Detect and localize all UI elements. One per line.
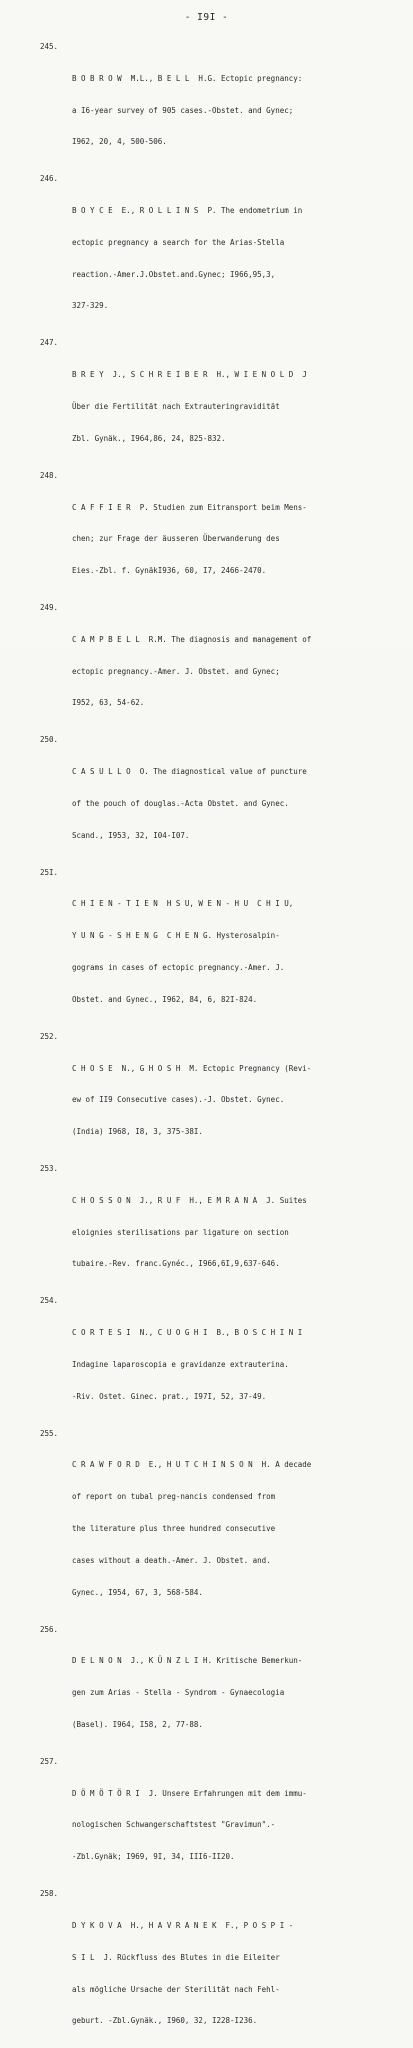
entry-line: eloignies sterilisations par ligature on section (72, 1227, 289, 1237)
entry-line: S I L J. Rückfluss des Blutes in die Eileiter (72, 1952, 280, 1962)
entry-line: -Zbl.Gynäk; I969, 9I, 34, III6-II20. (72, 1852, 235, 1862)
entry-line: Zbl. Gynäk., I964,86, 24, 825-832. (72, 433, 226, 443)
bibliography-entry (40, 1296, 402, 1423)
bibliography-entry (40, 471, 402, 598)
bibliography-entry (40, 735, 402, 862)
bibliography-entry (40, 603, 402, 730)
bibliography-entry (40, 1164, 402, 1291)
entry-number: 248. (40, 470, 59, 480)
entry-number: 25I. (40, 867, 59, 877)
entry-number: 250. (40, 735, 59, 745)
bibliography-entry (40, 1625, 402, 1752)
entry-line: C O R T E S I N., C U O G H I B., B O S C H I N I (72, 1328, 303, 1338)
entry-line: -Riv. Ostet. Ginec. prat., I97I, 52, 37-49. (72, 1391, 267, 1401)
entry-line: B R E Y J., S C H R E I B E R H., W I E N O L D J (72, 370, 307, 380)
entry-line: the literature plus three hundred consecutive (72, 1524, 276, 1534)
entry-number: 257. (40, 1756, 59, 1766)
bibliography-entry (40, 1429, 402, 1620)
entry-line: Y U N G - S H E N G C H E N G. Hysterosalpin- (72, 931, 280, 941)
bibliography-entry (40, 338, 402, 465)
entry-line: ectopic pregnancy a search for the Arias-Stella (72, 237, 285, 247)
bibliography-list (40, 42, 402, 2048)
entry-line: D E L N O N J., K Ü N Z L I H. Kritische Bemerkun- (72, 1656, 303, 1666)
entry-line: B O B R O W M.L., B E L L H.G. Ectopic pregnancy: (72, 73, 303, 83)
entry-line: Obstet. and Gynec., I962, 84, 6, 82I-824. (72, 994, 258, 1004)
entry-line: Indagine laparoscopia e gravidanze extrauterina. (72, 1359, 289, 1369)
entry-line: C H O S S O N J., R U F H., E M R A N A J. Suites (72, 1195, 307, 1205)
entry-number: 254. (40, 1296, 59, 1306)
entry-number: 246. (40, 174, 59, 184)
entry-line: ectopic pregnancy.-Amer. J. Obstet. and Gynec; (72, 666, 280, 676)
bibliography-entry (40, 42, 402, 169)
entry-line: I962, 20, 4, 500-506. (72, 137, 167, 147)
entry-line: C A M P B E L L R.M. The diagnosis and management of (72, 634, 312, 644)
entry-line: nologischen Schwangerschaftstest "Gravimun".- (72, 1820, 276, 1830)
entry-line: gograms in cases of ectopic pregnancy.-Amer. J. (72, 963, 285, 972)
entry-line: gen zum Arias - Stella - Syndrom - Gynaecologia (72, 1688, 285, 1698)
entry-number: 255. (40, 1428, 59, 1438)
entry-number: 249. (40, 603, 59, 613)
entry-line: ew of II9 Consecutive cases).-J. Obstet. Gynec. (72, 1095, 285, 1105)
bibliography-entry (40, 868, 402, 1027)
bibliography-entry (40, 1757, 402, 1884)
entry-line: B O Y C E E., R O L L I N S P. The endometrium in (72, 206, 303, 216)
entry-line: C A S U L L O O. The diagnostical value of puncture (72, 767, 307, 777)
entry-line: (Basel). I964, I58, 2, 77-88. (72, 1719, 203, 1729)
bibliography-entry (40, 1889, 402, 2048)
entry-line: cases without a death.-Amer. J. Obstet. and. (72, 1555, 271, 1565)
entry-line: a I6-year survey of 905 cases.-Obstet. and Gynec; (72, 105, 294, 115)
entry-line: (India) I968, I8, 3, 375-38I. (72, 1127, 203, 1137)
entry-line: Eies.-Zbl. f. GynäkI936, 60, I7, 2466-2470. (72, 566, 267, 576)
entry-line: Scand., I953, 32, I04-I07. (72, 830, 190, 840)
entry-line: D Y K O V A H., H A V R A N E K F., P O S P I - (72, 1920, 294, 1930)
entry-line: chen; zur Frage der äusseren Überwanderung des (72, 534, 280, 544)
entry-line: Über die Fertilität nach Extrauteringravidität (72, 401, 280, 411)
entry-line: geburt. -Zbl.Gynäk., I960, 32, I228-I236. (72, 2016, 258, 2026)
bibliography-entry (40, 174, 402, 333)
entry-line: C A F F I E R P. Studien zum Eitransport beim Mens- (72, 502, 307, 512)
entry-number: 252. (40, 1031, 59, 1041)
entry-number: 253. (40, 1164, 59, 1174)
entry-line: als mögliche Ursache der Sterilität nach Fehl- (72, 1984, 280, 1994)
entry-line: 327-329. (72, 301, 109, 311)
entry-line: of report on tubal preg-nancis condensed from (72, 1492, 276, 1502)
entry-number: 256. (40, 1624, 59, 1634)
entry-line: reaction.-Amer.J.Obstet.and.Gynec; I966,95,3, (72, 269, 276, 279)
entry-line: tubaire.-Rev. franc.Gynéc., I966,6I,9,637-646. (72, 1259, 280, 1269)
entry-number: 247. (40, 338, 59, 348)
entry-line: I952, 63, 54-62. (72, 698, 145, 708)
page-number: - I9I - (184, 12, 229, 23)
entry-line: Gynec., I954, 67, 3, 568-584. (72, 1587, 203, 1597)
entry-line: of the pouch of douglas.-Acta Obstet. and Gynec. (72, 798, 289, 808)
entry-number: 258. (40, 1889, 59, 1899)
entry-line: C H I E N - T I E N H S U, W E N - H U C H I U, (72, 899, 294, 909)
entry-line: C R A W F O R D E., H U T C H I N S O N H. A decade (72, 1460, 312, 1470)
entry-number: 245. (40, 42, 59, 51)
entry-line: C H O S E N., G H O S H M. Ectopic Pregnancy (Revi- (72, 1063, 312, 1073)
bibliography-entry (40, 1032, 402, 1159)
entry-line: D Ö M Ö T Ö R I J. Unsere Erfahrungen mit dem immu- (72, 1788, 307, 1798)
